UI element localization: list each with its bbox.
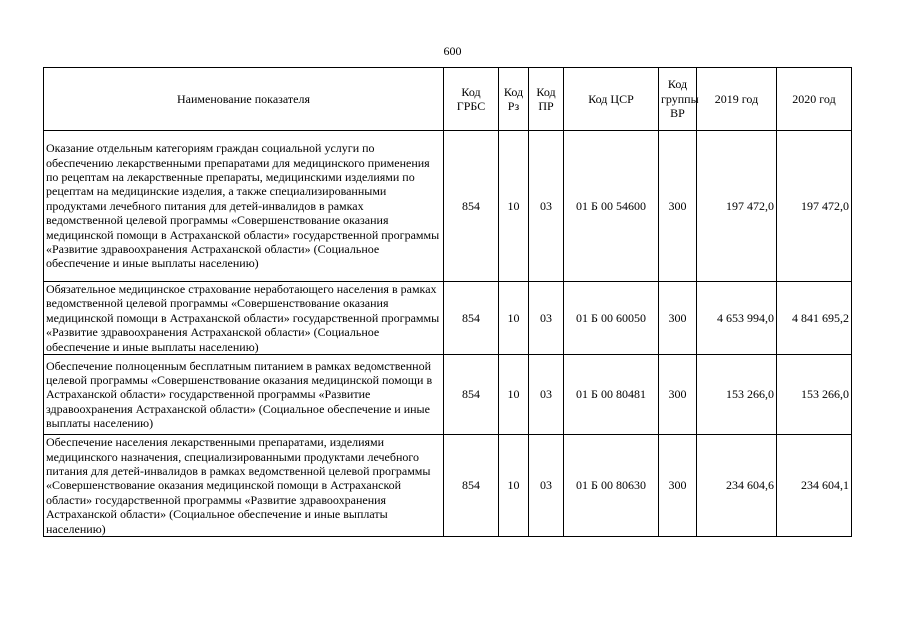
- cell-vr: 300: [659, 355, 697, 435]
- cell-grbs: 854: [444, 435, 499, 537]
- cell-2019: 234 604,6: [697, 435, 777, 537]
- cell-grbs: 854: [444, 282, 499, 355]
- cell-grbs: 854: [444, 355, 499, 435]
- cell-vr: 300: [659, 282, 697, 355]
- col-header-vr: Код группы ВР: [659, 68, 697, 131]
- table-row: [44, 131, 852, 282]
- cell-name: Обеспечение населения лекарственными препаратами, изделиями медицинского назначения, специализированными продуктами лечебного питания для детей-инвалидов в рамках ведомственной целевой программы «Совершенствование оказания медицинской помощи в Астраханской области» государственной программы «Развитие здравоохранения Астраханской области» (Социальное обеспечение и иные выплаты населению): [44, 435, 444, 537]
- cell-csr: 01 Б 00 54600: [564, 131, 659, 282]
- col-header-2019: 2019 год: [697, 68, 777, 131]
- cell-rz: 10: [499, 435, 529, 537]
- cell-rz: 10: [499, 355, 529, 435]
- cell-vr: 300: [659, 435, 697, 537]
- table-row: [44, 355, 852, 435]
- cell-vr: 300: [659, 131, 697, 282]
- table-row: [44, 435, 852, 537]
- col-header-rz: Код Рз: [499, 68, 529, 131]
- table-row: [44, 282, 852, 355]
- cell-2020: 234 604,1: [777, 435, 852, 537]
- cell-2020: 153 266,0: [777, 355, 852, 435]
- cell-pr: 03: [529, 355, 564, 435]
- cell-name: Обеспечение полноценным бесплатным питанием в рамках ведомственной целевой программы «Совершенствование оказания медицинской помощи в Астраханской области» государственной программы «Развитие здравоохранения Астраханской области» (Социальное обеспечение и иные выплаты населению): [44, 355, 444, 435]
- col-header-name: Наименование показателя: [44, 68, 444, 131]
- cell-pr: 03: [529, 131, 564, 282]
- table-header-row: [44, 68, 852, 131]
- cell-2019: 153 266,0: [697, 355, 777, 435]
- cell-rz: 10: [499, 282, 529, 355]
- cell-2019: 197 472,0: [697, 131, 777, 282]
- col-header-grbs: Код ГРБС: [444, 68, 499, 131]
- cell-csr: 01 Б 00 60050: [564, 282, 659, 355]
- budget-table: [43, 67, 852, 537]
- page-number: 600: [443, 44, 462, 58]
- cell-name: Оказание отдельным категориям граждан социальной услуги по обеспечению лекарственными препаратами для медицинского применения по рецептам на лекарственные препараты, медицинскими изделиями по рецептам на медицинские изделия, а также специализированными продуктами лечебного питания для детей-инвалидов в рамках ведомственной целевой программы «Совершенствование оказания медицинской помощи в Астраханской области» государственной программы «Развитие здравоохранения Астраханской области» (Социальное обеспечение и иные выплаты населению): [44, 131, 444, 282]
- cell-grbs: 854: [444, 131, 499, 282]
- cell-pr: 03: [529, 282, 564, 355]
- col-header-pr: Код ПР: [529, 68, 564, 131]
- col-header-csr: Код ЦСР: [564, 68, 659, 131]
- cell-2020: 4 841 695,2: [777, 282, 852, 355]
- cell-rz: 10: [499, 131, 529, 282]
- cell-2019: 4 653 994,0: [697, 282, 777, 355]
- cell-name: Обязательное медицинское страхование неработающего населения в рамках ведомственной целевой программы «Совершенствование оказания медицинской помощи в Астраханской области» государственной программы «Развитие здравоохранения Астраханской области» (Социальное обеспечение и иные выплаты населению): [44, 282, 444, 355]
- cell-csr: 01 Б 00 80630: [564, 435, 659, 537]
- cell-2020: 197 472,0: [777, 131, 852, 282]
- cell-csr: 01 Б 00 80481: [564, 355, 659, 435]
- col-header-2020: 2020 год: [777, 68, 852, 131]
- cell-pr: 03: [529, 435, 564, 537]
